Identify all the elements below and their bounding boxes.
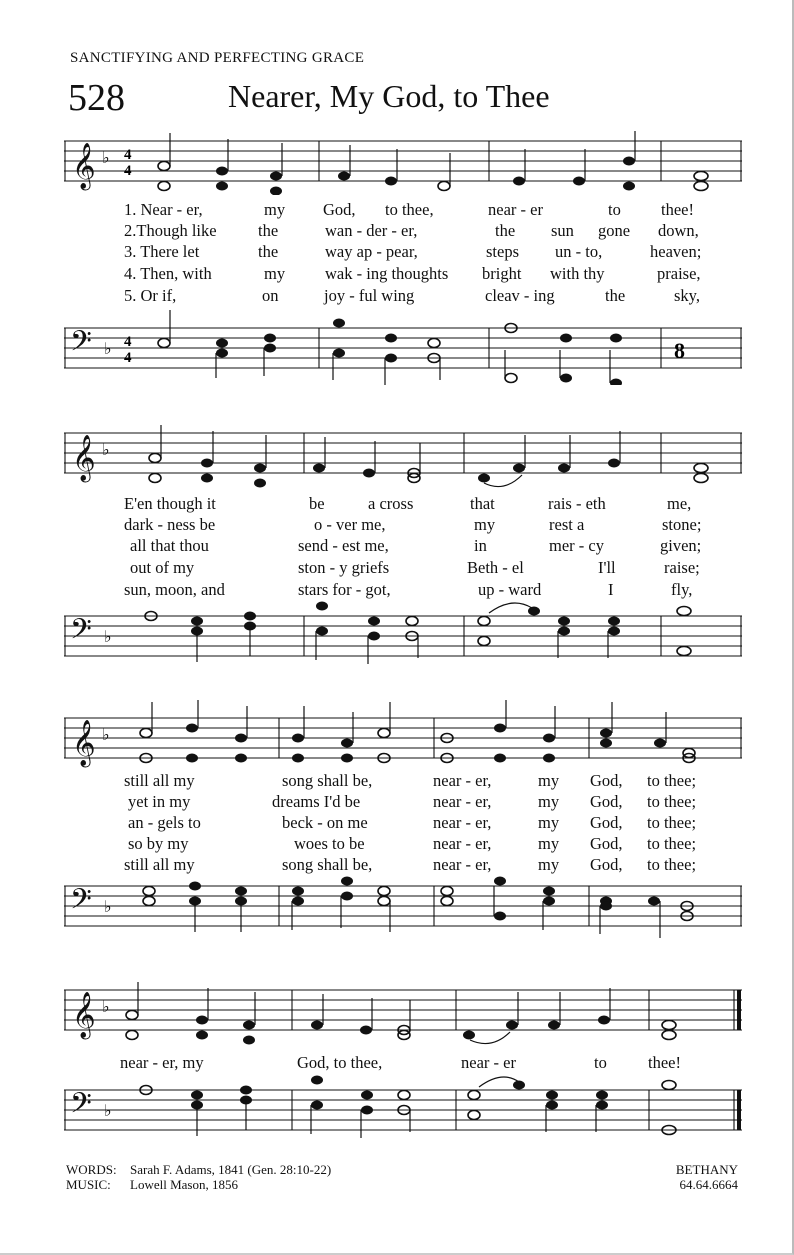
treble-staff-1-notation	[64, 125, 742, 195]
tune-info	[676, 1162, 738, 1192]
svg-text:♭: ♭	[104, 629, 112, 646]
meter: 64.64.6664	[679, 1177, 738, 1192]
words-credit: Sarah F. Adams, 1841 (Gen. 28:10-22)	[130, 1162, 332, 1177]
svg-text:♭: ♭	[102, 150, 110, 167]
svg-text:♭: ♭	[102, 727, 110, 744]
svg-text:𝄞: 𝄞	[72, 992, 96, 1037]
svg-text:♭: ♭	[104, 899, 112, 916]
bass-staff-4-notation	[64, 1072, 742, 1150]
tune-name: BETHANY	[675, 1162, 738, 1177]
treble-staff-4	[64, 972, 742, 1050]
music-label: MUSIC:	[66, 1177, 111, 1192]
treble-staff-3	[64, 700, 742, 778]
hymn-title: Nearer, My God, to Thee	[228, 78, 550, 114]
svg-text:4: 4	[124, 163, 132, 179]
words-label: WORDS:	[66, 1162, 117, 1177]
music-credit: Lowell Mason, 1856	[130, 1177, 238, 1192]
svg-text:♭: ♭	[102, 999, 110, 1016]
credits	[66, 1162, 331, 1192]
bass-staff-3	[64, 872, 742, 944]
treble-staff-2-notation	[64, 415, 742, 493]
svg-text:𝄢: 𝄢	[70, 327, 92, 364]
svg-text:𝄢: 𝄢	[70, 885, 92, 922]
bass-staff-1-notation	[64, 310, 742, 385]
svg-text:♭: ♭	[104, 341, 112, 358]
treble-staff-2	[64, 415, 742, 493]
treble-staff-3-notation	[64, 700, 742, 778]
svg-text:♭: ♭	[104, 1103, 112, 1120]
svg-text:𝄞: 𝄞	[72, 720, 96, 765]
section-heading: SANCTIFYING AND PERFECTING GRACE	[70, 50, 365, 66]
svg-text:4: 4	[124, 350, 132, 366]
svg-text:𝄞: 𝄞	[72, 435, 96, 480]
treble-staff-4-notation	[64, 972, 742, 1050]
svg-text:4: 4	[124, 147, 132, 163]
svg-text:8: 8	[674, 338, 685, 363]
bass-staff-3-notation	[64, 872, 742, 944]
treble-staff-1	[64, 125, 742, 195]
bass-staff-2	[64, 598, 742, 676]
bass-staff-2-notation	[64, 598, 742, 676]
svg-text:𝄞: 𝄞	[72, 143, 96, 188]
bass-staff-4	[64, 1072, 742, 1150]
hymn-number: 528	[68, 77, 125, 119]
svg-text:𝄢: 𝄢	[70, 1089, 92, 1126]
svg-text:♭: ♭	[102, 442, 110, 459]
bass-staff-1	[64, 310, 742, 385]
svg-text:4: 4	[124, 334, 132, 350]
svg-text:𝄢: 𝄢	[70, 615, 92, 652]
